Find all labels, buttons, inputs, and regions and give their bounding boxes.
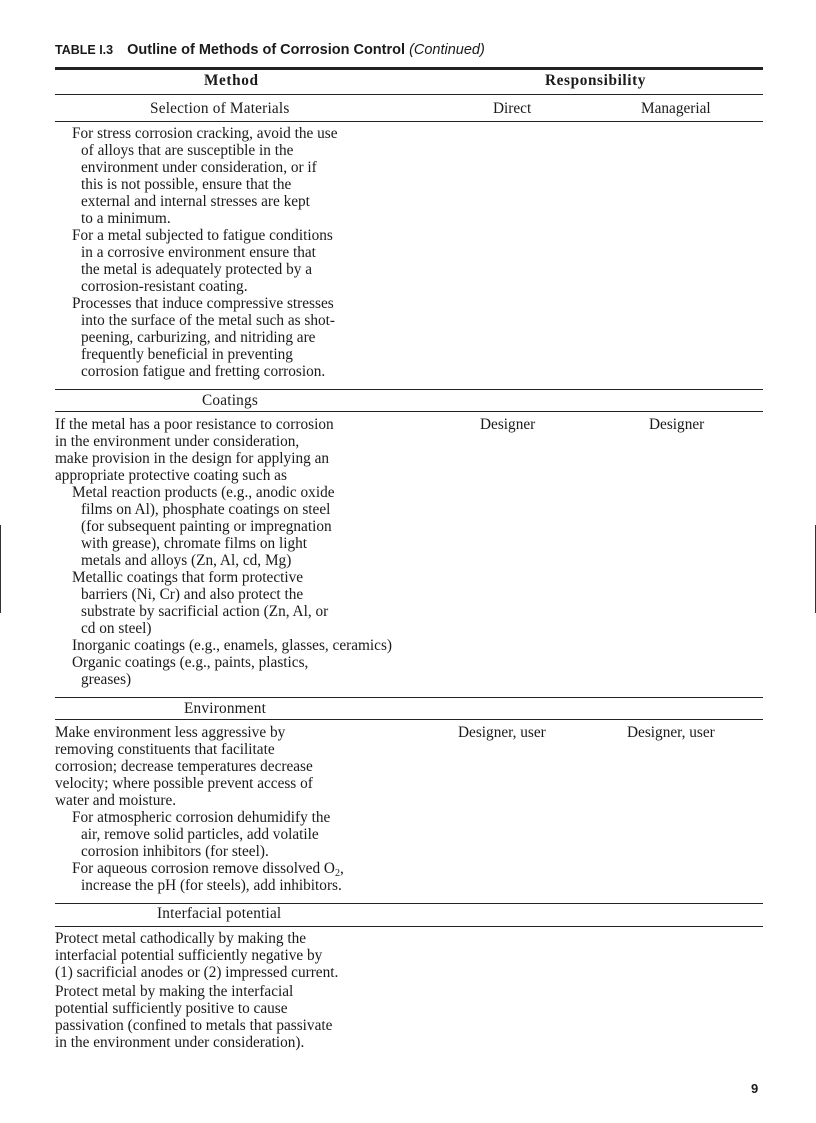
text-line: air, remove solid particles, add volatile [81, 826, 319, 843]
coatings-direct: Designer [480, 416, 536, 433]
text-line: Organic coatings (e.g., paints, plastics, [72, 654, 309, 671]
text-fragment: , [339, 860, 344, 877]
text-fragment: For aqueous corrosion remove dissolved O [72, 860, 335, 877]
text-line: in a corrosive environment ensure that [81, 244, 316, 261]
text-line: frequently beneficial in preventing [81, 346, 293, 363]
text-line: velocity; where possible prevent access of [55, 775, 313, 792]
section-heading-interfacial: Interfacial potential [157, 905, 282, 922]
text-line: passivation (confined to metals that passivate [55, 1017, 333, 1034]
environment-direct: Designer, user [458, 724, 546, 741]
environment-body [55, 724, 344, 894]
environment-managerial: Designer, user [627, 724, 715, 741]
header-rule [55, 94, 763, 95]
text-line: in the environment under consideration). [55, 1034, 305, 1051]
section-rule [55, 411, 763, 412]
text-line: corrosion fatigue and fretting corrosion. [81, 363, 326, 380]
text-line: If the metal has a poor resistance to corrosion [55, 416, 334, 433]
coatings-managerial: Designer [649, 416, 705, 433]
text-line: removing constituents that facilitate [55, 741, 275, 758]
section-rule [55, 697, 763, 698]
section-heading-coatings: Coatings [202, 392, 258, 409]
text-line: peening, carburizing, and nitriding are [81, 329, 316, 346]
text-line: make provision in the design for applying an [55, 450, 330, 467]
column-header-managerial: Managerial [641, 100, 711, 117]
text-line: interfacial potential sufficiently negative by [55, 947, 323, 964]
subheader-rule [55, 121, 763, 122]
section-rule [55, 903, 763, 904]
text-line: Processes that induce compressive stresses [72, 295, 334, 312]
section-rule [55, 926, 763, 927]
table-continued: (Continued) [409, 42, 485, 58]
top-rule [55, 67, 763, 70]
text-line: films on Al), phosphate coatings on steel [81, 501, 331, 518]
section-rule [55, 389, 763, 390]
subscript-2: 2 [334, 868, 340, 879]
text-line: corrosion inhibitors (for steel). [81, 843, 269, 860]
column-header-method: Method [204, 72, 259, 89]
text-line: this is not possible, ensure that the [81, 176, 292, 193]
text-line: external and internal stresses are kept [81, 193, 310, 210]
materials-body [55, 125, 338, 380]
text-line: Metallic coatings that form protective [72, 569, 304, 586]
text-line: in the environment under consideration, [55, 433, 300, 450]
page-number: 9 [751, 1081, 759, 1096]
interfacial-body [55, 930, 338, 1051]
scan-edge-left [0, 525, 1, 613]
text-line: potential sufficiently positive to cause [55, 1000, 288, 1017]
table-caption [55, 42, 485, 58]
text-line: increase the pH (for steels), add inhibitors. [81, 877, 342, 894]
text-line: For a metal subjected to fatigue conditions [72, 227, 333, 244]
table-title: Outline of Methods of Corrosion Control [127, 42, 406, 58]
text-line [55, 860, 344, 877]
text-line: (for subsequent painting or impregnation [81, 518, 332, 535]
text-line: environment under consideration, or if [81, 159, 317, 176]
table-label: TABLE I.3 [55, 43, 114, 57]
text-line: Metal reaction products (e.g., anodic oxide [72, 484, 335, 501]
text-line: For atmospheric corrosion dehumidify the [72, 809, 331, 826]
text-line: barriers (Ni, Cr) and also protect the [81, 586, 304, 603]
text-line: water and moisture. [55, 792, 177, 809]
text-line: the metal is adequately protected by a [81, 261, 313, 278]
text-line: Inorganic coatings (e.g., enamels, glasses, ceramics) [72, 637, 392, 654]
text-line: of alloys that are susceptible in the [81, 142, 294, 159]
text-line: (1) sacrificial anodes or (2) impressed current. [55, 964, 339, 981]
text-line: to a minimum. [81, 210, 171, 227]
text-line: substrate by sacrificial action (Zn, Al, or [81, 603, 329, 620]
section-heading-materials: Selection of Materials [150, 100, 290, 117]
text-line: cd on steel) [81, 620, 152, 637]
text-line: into the surface of the metal such as shot- [81, 312, 336, 329]
text-line: with grease), chromate films on light [81, 535, 307, 552]
section-heading-environment: Environment [184, 700, 267, 717]
section-rule [55, 719, 763, 720]
column-header-responsibility: Responsibility [545, 72, 647, 89]
text-line: Protect metal cathodically by making the [55, 930, 307, 947]
column-header-direct: Direct [493, 100, 532, 117]
text-line: corrosion; decrease temperatures decrease [55, 758, 313, 775]
text-line: greases) [81, 671, 132, 688]
text-line: Make environment less aggressive by [55, 724, 286, 741]
text-line: For stress corrosion cracking, avoid the use [72, 125, 338, 142]
text-line: corrosion-resistant coating. [81, 278, 248, 295]
text-line: appropriate protective coating such as [55, 467, 287, 484]
text-line: metals and alloys (Zn, Al, cd, Mg) [81, 552, 292, 569]
text-line: Protect metal by making the interfacial [55, 983, 294, 1000]
coatings-body [55, 416, 392, 688]
